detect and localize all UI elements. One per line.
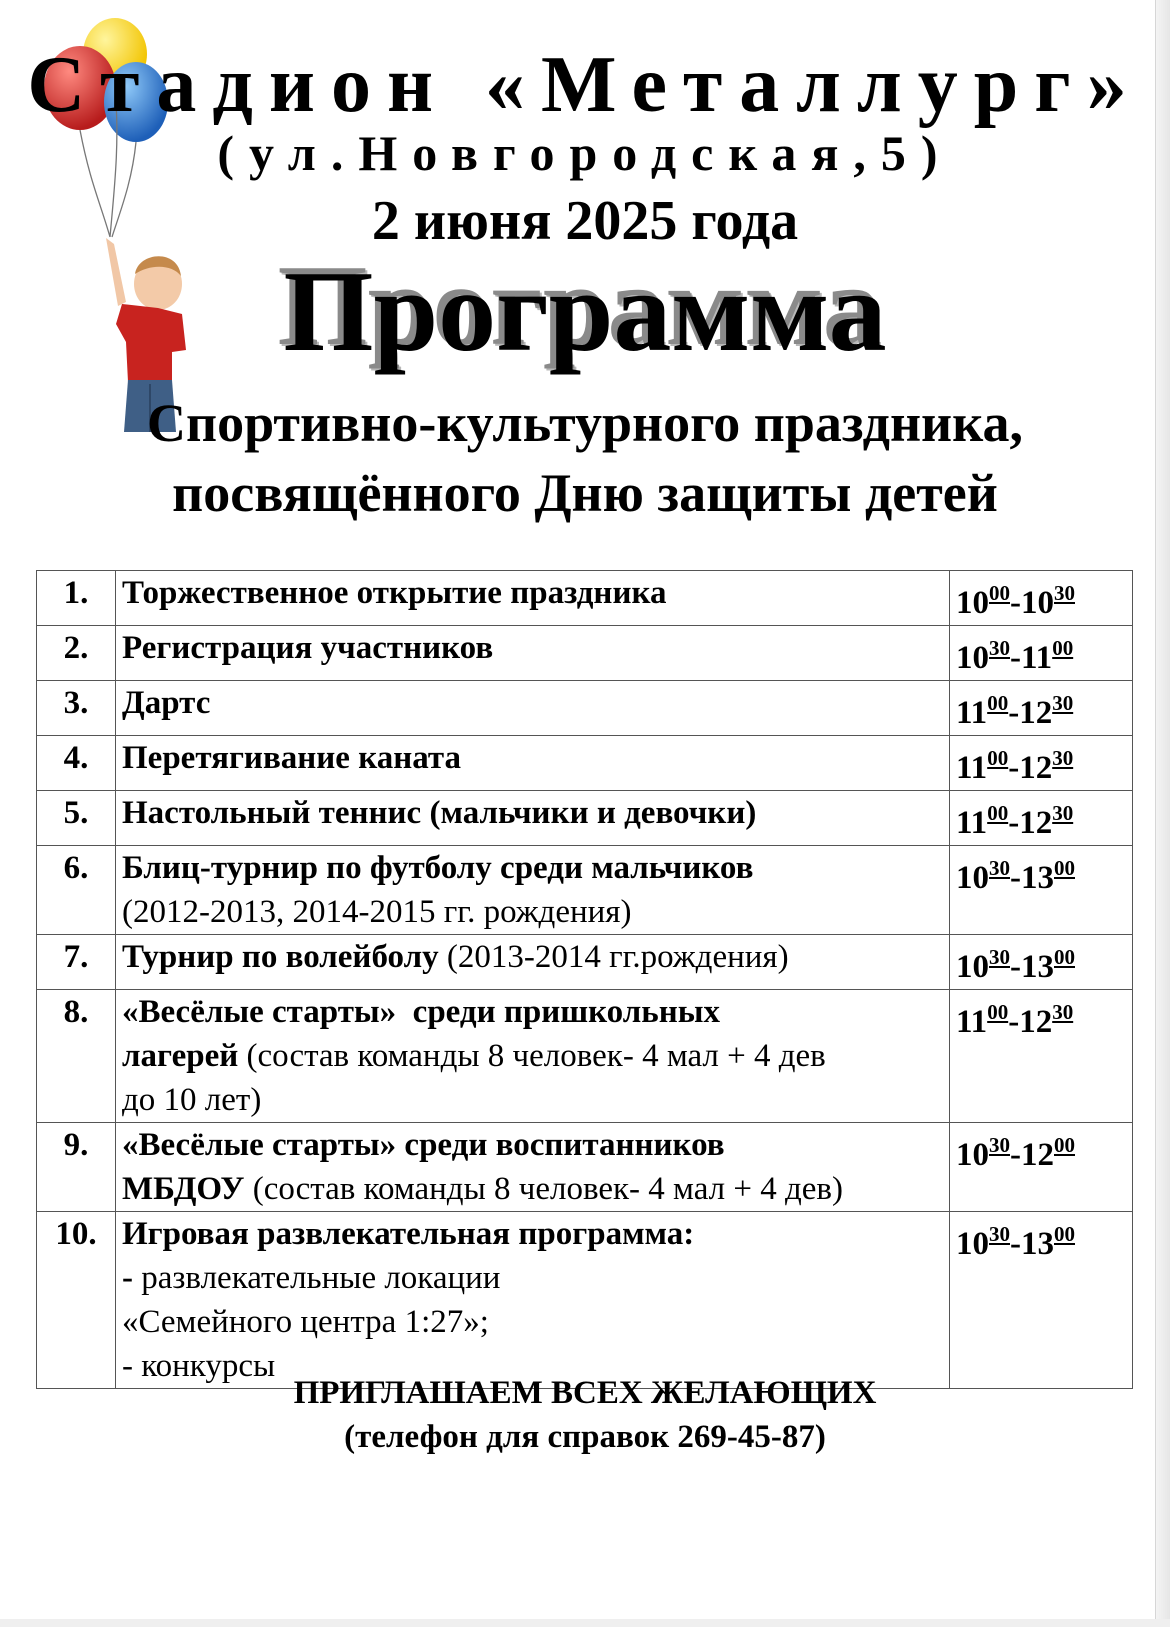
item-note-cont: до 10 лет) bbox=[122, 1082, 262, 1118]
item-detail-text: - конкурсы bbox=[122, 1348, 276, 1384]
table-row bbox=[37, 736, 1133, 791]
item-time: $10^{30}-11^{00}$ bbox=[950, 626, 1133, 681]
event-date: 2 июня 2025 года bbox=[371, 190, 799, 252]
item-number: 8. bbox=[37, 990, 116, 1123]
item-title bbox=[116, 846, 950, 935]
page-edge bbox=[1155, 0, 1170, 1627]
item-title bbox=[116, 1212, 950, 1389]
table-row bbox=[37, 626, 1133, 681]
item-title-text: Регистрация участников bbox=[122, 630, 494, 666]
stadium-title: Стадион «Металлург» bbox=[27, 41, 1143, 129]
item-title bbox=[116, 990, 950, 1123]
item-time: $11^{00}-12^{30}$ bbox=[950, 990, 1133, 1123]
item-number: 9. bbox=[37, 1123, 116, 1212]
phone-info: (телефон для справок 269-45-87) bbox=[344, 1419, 826, 1455]
item-title bbox=[116, 681, 950, 736]
item-title-text: «Весёлые старты» среди воспитанников bbox=[122, 1127, 725, 1163]
dash-mark: - bbox=[122, 1260, 133, 1296]
item-number: 1. bbox=[37, 571, 116, 626]
item-note: (состав команды 8 человек- 4 мал + 4 дев bbox=[246, 1038, 826, 1074]
item-time: $11^{00}-12^{30}$ bbox=[950, 791, 1133, 846]
item-title bbox=[116, 791, 950, 846]
item-time: $10^{00}-10^{30}$ bbox=[950, 571, 1133, 626]
invitation-text: ПРИГЛАШАЕМ ВСЕХ ЖЕЛАЮЩИХ bbox=[293, 1375, 877, 1411]
table-row bbox=[37, 1212, 1133, 1389]
item-detail-text: развлекательные локации bbox=[141, 1260, 501, 1296]
item-note: (2013-2014 гг.рождения) bbox=[446, 939, 789, 975]
item-number: 3. bbox=[37, 681, 116, 736]
item-title-text: Торжественное открытие праздника bbox=[122, 575, 667, 611]
item-time: $10^{30}-13^{00}$ bbox=[950, 1212, 1133, 1389]
item-title-text: Блиц-турнир по футболу среди мальчиков bbox=[122, 850, 754, 886]
item-detail-text: «Семейного центра 1:27»; bbox=[122, 1304, 489, 1340]
item-time: $10^{30}-13^{00}$ bbox=[950, 935, 1133, 990]
item-number: 6. bbox=[37, 846, 116, 935]
item-title-text-cont: МБДОУ bbox=[122, 1171, 245, 1207]
address: (ул.Новгородская,5) bbox=[217, 125, 953, 181]
table-row bbox=[37, 571, 1133, 626]
item-number: 2. bbox=[37, 626, 116, 681]
item-title-text-cont: лагерей bbox=[122, 1038, 239, 1074]
subtitle-line-2: посвящённого Дню защиты детей bbox=[172, 463, 998, 523]
item-title bbox=[116, 935, 950, 990]
item-number: 10. bbox=[37, 1212, 116, 1389]
item-title bbox=[116, 626, 950, 681]
item-title bbox=[116, 736, 950, 791]
item-time: $10^{30}-13^{00}$ bbox=[950, 846, 1133, 935]
item-detail bbox=[122, 1256, 943, 1300]
item-title-text: Турнир по волейболу bbox=[122, 939, 439, 975]
table-row bbox=[37, 990, 1133, 1123]
table-row bbox=[37, 935, 1133, 990]
item-title bbox=[116, 1123, 950, 1212]
item-time: $11^{00}-12^{30}$ bbox=[950, 681, 1133, 736]
item-title bbox=[116, 571, 950, 626]
item-note: (состав команды 8 человек- 4 мал + 4 дев) bbox=[252, 1171, 843, 1207]
item-title-text: Игровая развлекательная программа: bbox=[122, 1216, 695, 1252]
schedule-table bbox=[36, 570, 1133, 1389]
item-number: 5. bbox=[37, 791, 116, 846]
item-note: (2012-2013, 2014-2015 гг. рождения) bbox=[122, 894, 632, 930]
table-row bbox=[37, 681, 1133, 736]
table-row bbox=[37, 1123, 1133, 1212]
item-number: 7. bbox=[37, 935, 116, 990]
program-heading: Программа bbox=[283, 248, 887, 376]
item-title-text: «Весёлые старты» среди пришкольных bbox=[122, 994, 720, 1030]
item-number: 4. bbox=[37, 736, 116, 791]
table-row bbox=[37, 791, 1133, 846]
item-time: $11^{00}-12^{30}$ bbox=[950, 736, 1133, 791]
subtitle-line-1: Спортивно-культурного праздника, bbox=[147, 393, 1023, 453]
item-title-text: Перетягивание каната bbox=[122, 740, 461, 776]
table-row bbox=[37, 846, 1133, 935]
page-edge-bottom bbox=[0, 1619, 1170, 1627]
item-time: $10^{30}-12^{00}$ bbox=[950, 1123, 1133, 1212]
item-title-text: Дартс bbox=[122, 685, 211, 721]
item-title-text: Настольный теннис (мальчики и девочки) bbox=[122, 795, 757, 831]
